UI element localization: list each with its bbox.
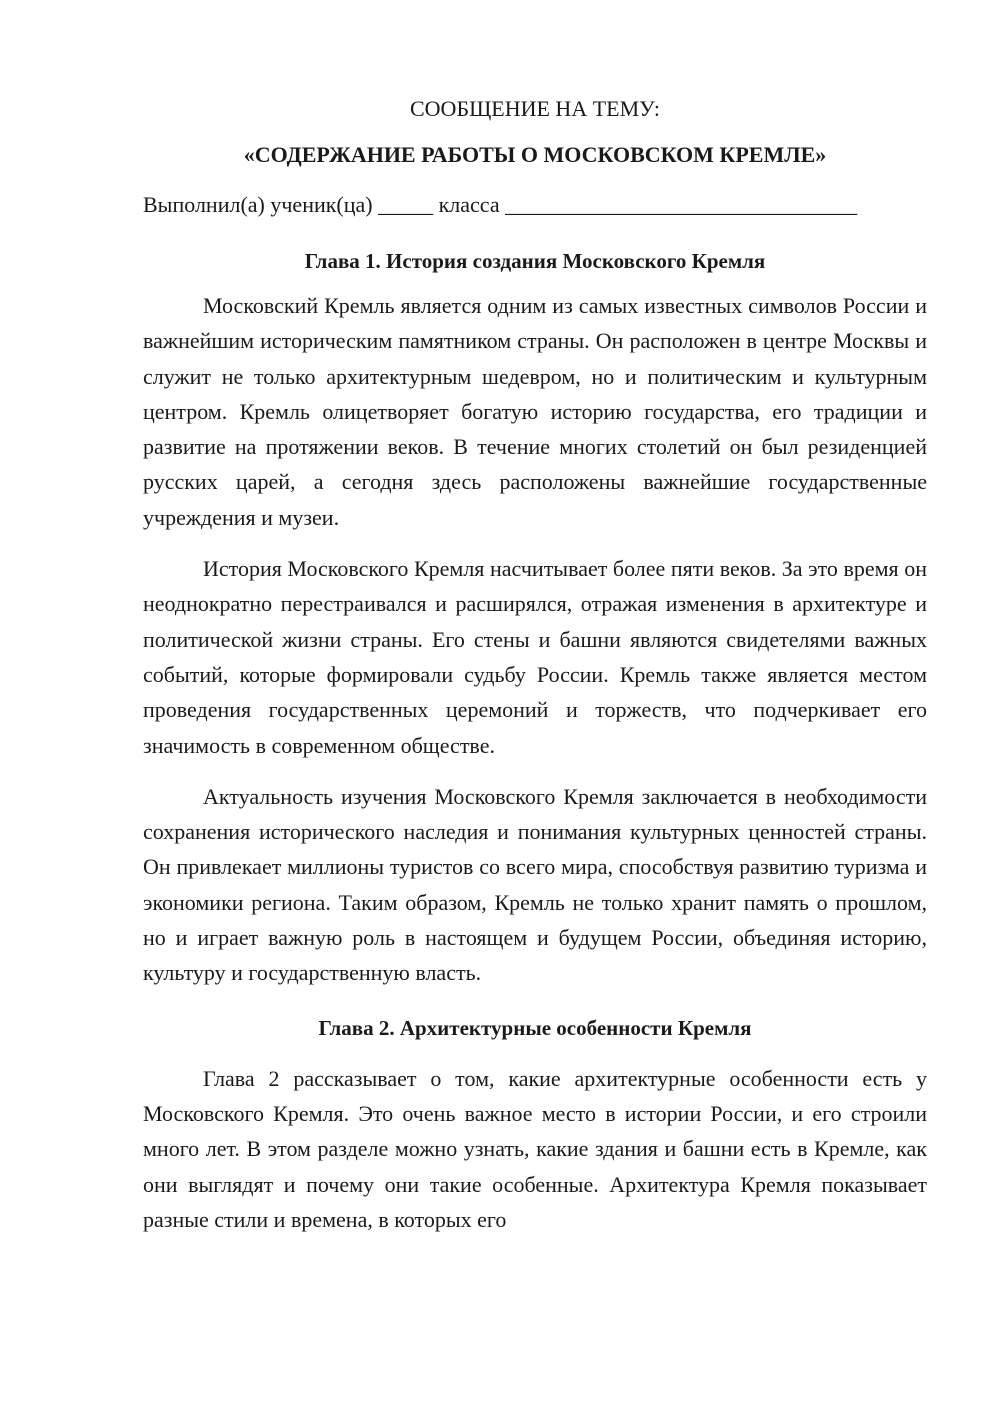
document-title-main: «СОДЕРЖАНИЕ РАБОТЫ О МОСКОВСКОМ КРЕМЛЕ» [243, 142, 827, 167]
chapter-1-paragraph-3: Актуальность изучения Московского Кремля заключается в необходимости сохранения исторического наследия и понимания культурных ценностей страны. Он привлекает миллионы туристов со всего мира, способствуя развитию туризма и экономики региона. Таким образом, Кремль не только хранит память о прошлом, но и играет важную роль в настоящем и будущем России, объединяя историю, культуру и государственную власть. [143, 783, 927, 986]
author-line: Выполнил(а) ученик(ца) _____ класса ________________________________ [143, 192, 858, 217]
document-page [143, 92, 927, 1237]
document-title-line1: СООБЩЕНИЕ НА ТЕМУ: [410, 96, 660, 121]
chapter-2-paragraph-1: Глава 2 рассказывает о том, какие архитектурные особенности есть у Московского Кремля. Это очень важное место в истории России, и его строили много лет. В этом разделе можно узнать, какие здания и башни есть в Кремле, как они выглядят и почему они такие особенные. Архитектура Кремля показывает разные стили и времена, в которых его [143, 1065, 927, 1232]
chapter-1-heading: Глава 1. История создания Московского Кремля [304, 249, 766, 273]
chapter-1-paragraph-1: Московский Кремль является одним из самых известных символов России и важнейшим историческим памятником страны. Он расположен в центре Москвы и служит не только архитектурным шедевром, но и политическим и культурным центром. Кремль олицетворяет богатую историю государства, его традиции и развитие на протяжении веков. В течение многих столетий он был резиденцией русских царей, а сегодня здесь расположены важнейшие государственные учреждения и музеи. [143, 293, 927, 530]
chapter-2-heading: Глава 2. Архитектурные особенности Кремля [318, 1015, 752, 1040]
chapter-1-paragraph-2: История Московского Кремля насчитывает более пяти веков. За это время он неоднократно перестраивался и расширялся, отражая изменения в архитектуре и политической жизни страны. Его стены и башни являются свидетелями важных событий, которые формировали судьбу России. Кремль также является местом проведения государственных церемоний и торжеств, что подчеркивает его значимость в современном обществе. [143, 556, 927, 758]
